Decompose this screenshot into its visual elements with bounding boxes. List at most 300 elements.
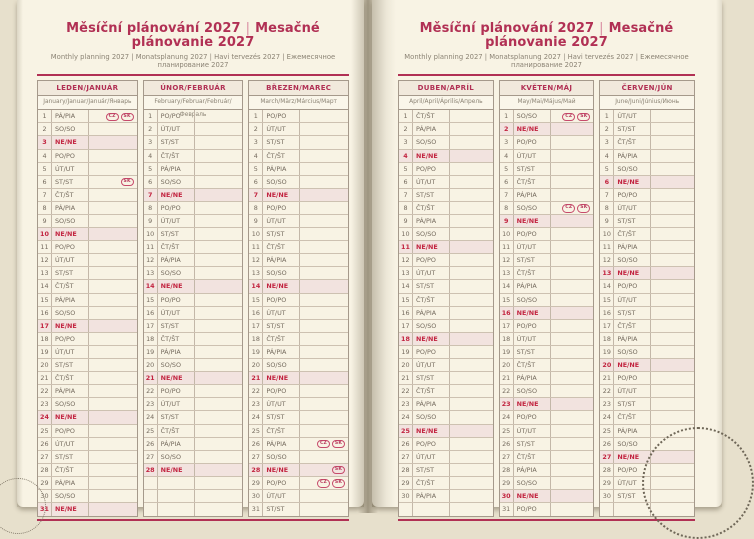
day-abbreviation: SO/SO — [614, 163, 651, 175]
day-number: 27 — [144, 451, 158, 463]
day-row — [249, 215, 348, 228]
day-abbreviation: ST/ST — [614, 490, 651, 502]
day-abbreviation: ÚT/UT — [52, 438, 89, 450]
day-number: 10 — [399, 228, 413, 240]
day-row — [399, 411, 493, 424]
month-body — [600, 110, 694, 516]
holiday-badge-sk: SK — [121, 178, 134, 186]
day-row — [144, 346, 243, 359]
notes-cell — [300, 110, 348, 122]
notes-cell — [89, 359, 137, 371]
notes-cell — [195, 254, 243, 266]
day-abbreviation: ÚT/UT — [614, 110, 651, 122]
day-number: 20 — [249, 359, 263, 371]
notes-cell — [89, 150, 137, 162]
day-number: 18 — [600, 333, 614, 345]
day-row — [144, 202, 243, 215]
notes-cell — [195, 189, 243, 201]
day-number: 10 — [38, 228, 52, 240]
day-number: 14 — [399, 280, 413, 292]
day-abbreviation: NE/NE — [614, 451, 651, 463]
notes-cell — [89, 346, 137, 358]
day-number: 16 — [249, 307, 263, 319]
day-number: 9 — [399, 215, 413, 227]
notes-cell — [651, 294, 694, 306]
day-row — [249, 503, 348, 516]
day-row — [500, 267, 594, 280]
notes-cell — [551, 477, 594, 489]
day-number: 23 — [600, 398, 614, 410]
day-row — [144, 176, 243, 189]
day-number — [144, 477, 158, 489]
notes-cell — [551, 202, 594, 214]
holiday-badge-sk: SK — [332, 479, 345, 487]
day-number: 1 — [500, 110, 514, 122]
day-number: 12 — [249, 254, 263, 266]
notes-cell — [551, 280, 594, 292]
notes-cell — [551, 189, 594, 201]
notes-cell — [300, 320, 348, 332]
day-abbreviation: PÁ/PIA — [413, 398, 450, 410]
day-row — [600, 346, 694, 359]
day-row — [38, 163, 137, 176]
day-abbreviation: NE/NE — [263, 372, 300, 384]
day-number: 29 — [38, 477, 52, 489]
day-number: 8 — [600, 202, 614, 214]
day-number: 2 — [144, 123, 158, 135]
notes-cell — [450, 150, 493, 162]
day-row — [38, 241, 137, 254]
month-languages: June/Juni/Június/Июнь — [600, 96, 694, 110]
notes-cell — [651, 372, 694, 384]
day-abbreviation: ÚT/UT — [263, 307, 300, 319]
day-row — [399, 150, 493, 163]
day-abbreviation: ČT/ŠT — [614, 228, 651, 240]
notes-cell — [551, 136, 594, 148]
month-table — [499, 80, 595, 517]
day-number: 29 — [249, 477, 263, 489]
notes-cell — [450, 320, 493, 332]
day-number: 25 — [500, 425, 514, 437]
day-row — [500, 280, 594, 293]
day-abbreviation: ÚT/UT — [158, 398, 195, 410]
day-number: 7 — [144, 189, 158, 201]
day-row — [500, 163, 594, 176]
day-abbreviation: PO/PO — [52, 241, 89, 253]
day-number: 5 — [600, 163, 614, 175]
notes-cell — [651, 451, 694, 463]
notes-cell — [300, 267, 348, 279]
day-abbreviation: PO/PO — [614, 372, 651, 384]
notes-cell — [551, 464, 594, 476]
day-abbreviation: ČT/ŠT — [52, 280, 89, 292]
day-row — [249, 320, 348, 333]
notes-cell — [195, 228, 243, 240]
day-number: 6 — [249, 176, 263, 188]
day-abbreviation: PÁ/PIA — [158, 346, 195, 358]
day-number: 15 — [500, 294, 514, 306]
day-abbreviation: PÁ/PIA — [514, 280, 551, 292]
day-row — [144, 241, 243, 254]
day-number: 24 — [600, 411, 614, 423]
notes-cell — [450, 438, 493, 450]
day-row — [399, 110, 493, 123]
notes-cell — [195, 346, 243, 358]
day-row — [500, 241, 594, 254]
day-row — [500, 398, 594, 411]
day-abbreviation — [158, 490, 195, 502]
day-row — [249, 359, 348, 372]
day-row — [38, 425, 137, 438]
day-row — [38, 202, 137, 215]
day-abbreviation: ST/ST — [158, 411, 195, 423]
notes-cell — [195, 136, 243, 148]
day-abbreviation: ČT/ŠT — [413, 385, 450, 397]
notes-cell — [450, 254, 493, 266]
day-abbreviation: NE/NE — [413, 150, 450, 162]
day-abbreviation: ST/ST — [263, 320, 300, 332]
footer-rule — [37, 519, 349, 521]
day-row — [399, 451, 493, 464]
month-body — [38, 110, 137, 516]
months-row — [398, 80, 695, 517]
day-abbreviation: ČT/ŠT — [614, 136, 651, 148]
day-row — [38, 294, 137, 307]
notes-cell — [651, 359, 694, 371]
day-row — [500, 451, 594, 464]
notes-cell — [450, 280, 493, 292]
day-row — [144, 307, 243, 320]
notes-cell — [89, 294, 137, 306]
day-number: 28 — [500, 464, 514, 476]
day-row — [600, 189, 694, 202]
notes-cell — [195, 123, 243, 135]
day-abbreviation: SO/SO — [52, 307, 89, 319]
day-number: 3 — [144, 136, 158, 148]
day-row — [399, 123, 493, 136]
day-row — [399, 189, 493, 202]
notes-cell — [651, 438, 694, 450]
day-number: 4 — [600, 150, 614, 162]
notes-cell — [651, 280, 694, 292]
holiday-badge-cz: CZ — [562, 113, 575, 121]
day-number: 14 — [144, 280, 158, 292]
day-row — [38, 490, 137, 503]
notes-cell — [551, 385, 594, 397]
day-row — [399, 241, 493, 254]
day-number: 30 — [38, 490, 52, 502]
day-abbreviation: PO/PO — [263, 477, 300, 489]
day-abbreviation: ÚT/UT — [413, 359, 450, 371]
day-row — [399, 464, 493, 477]
day-abbreviation: SO/SO — [263, 359, 300, 371]
notes-cell — [551, 503, 594, 516]
months-row — [37, 80, 349, 517]
day-row — [144, 215, 243, 228]
day-number: 20 — [500, 359, 514, 371]
day-row — [500, 307, 594, 320]
day-abbreviation: ST/ST — [614, 398, 651, 410]
month-languages: March/März/Március/Март — [249, 96, 348, 110]
day-abbreviation: NE/NE — [514, 398, 551, 410]
day-row — [249, 110, 348, 123]
day-number: 21 — [500, 372, 514, 384]
day-abbreviation: PO/PO — [263, 385, 300, 397]
day-number: 9 — [38, 215, 52, 227]
day-abbreviation: ČT/ŠT — [413, 477, 450, 489]
day-abbreviation: PÁ/PIA — [514, 372, 551, 384]
day-number: 6 — [500, 176, 514, 188]
day-abbreviation: PÁ/PIA — [263, 163, 300, 175]
notes-cell — [300, 411, 348, 423]
day-abbreviation: PO/PO — [413, 346, 450, 358]
notes-cell — [651, 267, 694, 279]
day-abbreviation: ÚT/UT — [158, 215, 195, 227]
day-abbreviation: ÚT/UT — [52, 163, 89, 175]
notes-cell — [551, 294, 594, 306]
day-row — [600, 215, 694, 228]
day-number: 3 — [500, 136, 514, 148]
day-row — [500, 254, 594, 267]
day-abbreviation: PO/PO — [158, 294, 195, 306]
day-row — [38, 503, 137, 516]
notes-cell — [300, 359, 348, 371]
day-row — [600, 490, 694, 503]
notes-cell — [300, 228, 348, 240]
day-number: 7 — [249, 189, 263, 201]
notes-cell — [551, 254, 594, 266]
notes-cell — [89, 123, 137, 135]
day-abbreviation — [158, 477, 195, 489]
day-number: 9 — [600, 215, 614, 227]
day-row — [600, 385, 694, 398]
day-row — [249, 280, 348, 293]
day-number: 18 — [500, 333, 514, 345]
day-number: 9 — [500, 215, 514, 227]
notes-cell — [450, 372, 493, 384]
notes-cell — [651, 123, 694, 135]
day-abbreviation: ČT/ŠT — [158, 150, 195, 162]
month-name: ÚNOR/FEBRUÁR — [144, 81, 243, 96]
notes-cell — [195, 372, 243, 384]
notes-cell — [300, 451, 348, 463]
day-number: 29 — [399, 477, 413, 489]
day-row — [399, 320, 493, 333]
day-number: 13 — [144, 267, 158, 279]
day-number: 1 — [144, 110, 158, 122]
notes-cell — [551, 451, 594, 463]
day-number: 25 — [38, 425, 52, 437]
day-row — [249, 163, 348, 176]
day-number: 15 — [144, 294, 158, 306]
day-abbreviation: SO/SO — [614, 254, 651, 266]
day-number: 26 — [600, 438, 614, 450]
day-number: 14 — [38, 280, 52, 292]
day-abbreviation: ČT/ŠT — [614, 411, 651, 423]
day-row — [144, 372, 243, 385]
day-number: 8 — [500, 202, 514, 214]
day-number: 8 — [38, 202, 52, 214]
day-row — [500, 228, 594, 241]
day-number: 19 — [249, 346, 263, 358]
holiday-badge-cz: CZ — [317, 479, 330, 487]
notes-cell — [551, 110, 594, 122]
notes-cell — [551, 411, 594, 423]
day-row — [600, 228, 694, 241]
notes-cell — [450, 333, 493, 345]
day-row — [600, 150, 694, 163]
day-number: 19 — [38, 346, 52, 358]
notes-cell — [651, 150, 694, 162]
day-abbreviation: NE/NE — [52, 136, 89, 148]
notes-cell — [195, 425, 243, 437]
day-row — [600, 176, 694, 189]
day-row — [600, 110, 694, 123]
day-row — [600, 438, 694, 451]
day-number: 6 — [399, 176, 413, 188]
day-row — [399, 228, 493, 241]
day-abbreviation: SO/SO — [514, 385, 551, 397]
day-number: 21 — [249, 372, 263, 384]
day-row — [249, 333, 348, 346]
day-row — [399, 267, 493, 280]
day-abbreviation: NE/NE — [514, 215, 551, 227]
notes-cell — [551, 307, 594, 319]
day-abbreviation: PO/PO — [514, 411, 551, 423]
day-abbreviation: ÚT/UT — [413, 451, 450, 463]
notes-cell — [450, 411, 493, 423]
day-abbreviation: PÁ/PIA — [614, 241, 651, 253]
day-row — [399, 307, 493, 320]
day-row — [249, 241, 348, 254]
notes-cell — [89, 280, 137, 292]
day-abbreviation: PO/PO — [52, 333, 89, 345]
day-number: 30 — [500, 490, 514, 502]
day-abbreviation: ST/ST — [413, 189, 450, 201]
day-row — [144, 280, 243, 293]
day-abbreviation: ST/ST — [413, 280, 450, 292]
notes-cell — [195, 241, 243, 253]
notes-cell — [89, 333, 137, 345]
day-number: 25 — [600, 425, 614, 437]
day-abbreviation: ST/ST — [514, 438, 551, 450]
notes-cell — [89, 241, 137, 253]
day-row — [38, 280, 137, 293]
day-abbreviation: PO/PO — [614, 189, 651, 201]
day-row — [38, 346, 137, 359]
notes-cell — [300, 372, 348, 384]
notes-cell — [195, 307, 243, 319]
day-row — [249, 477, 348, 490]
day-row — [500, 346, 594, 359]
notes-cell — [551, 228, 594, 240]
day-row — [249, 176, 348, 189]
day-number: 1 — [600, 110, 614, 122]
day-abbreviation: SO/SO — [514, 110, 551, 122]
notes-cell — [195, 438, 243, 450]
notes-cell — [89, 267, 137, 279]
day-number: 31 — [500, 503, 514, 516]
day-row — [600, 359, 694, 372]
day-number: 28 — [600, 464, 614, 476]
notes-cell — [450, 163, 493, 175]
title-separator: | — [245, 21, 251, 36]
day-abbreviation: SO/SO — [413, 136, 450, 148]
notes-cell — [89, 110, 137, 122]
day-abbreviation: PÁ/PIA — [52, 110, 89, 122]
day-abbreviation: ST/ST — [263, 411, 300, 423]
day-number — [144, 503, 158, 516]
day-abbreviation: PO/PO — [614, 464, 651, 476]
day-abbreviation: SO/SO — [614, 346, 651, 358]
day-abbreviation: PÁ/PIA — [52, 294, 89, 306]
day-abbreviation: PO/PO — [614, 280, 651, 292]
day-row — [600, 425, 694, 438]
notes-cell — [450, 294, 493, 306]
day-abbreviation: ÚT/UT — [52, 254, 89, 266]
day-number — [600, 503, 614, 516]
day-row — [38, 372, 137, 385]
day-row — [600, 241, 694, 254]
notes-cell — [450, 228, 493, 240]
day-abbreviation: NE/NE — [413, 241, 450, 253]
day-row — [500, 136, 594, 149]
notes-cell — [195, 333, 243, 345]
day-number: 6 — [600, 176, 614, 188]
notes-cell — [651, 254, 694, 266]
notes-cell — [89, 163, 137, 175]
day-abbreviation: ČT/ŠT — [263, 333, 300, 345]
day-abbreviation: PO/PO — [158, 202, 195, 214]
day-number: 2 — [38, 123, 52, 135]
page-title-czech: Měsíční plánování 2027 — [66, 21, 241, 36]
day-number: 10 — [249, 228, 263, 240]
day-abbreviation: PÁ/PIA — [263, 254, 300, 266]
day-abbreviation: ČT/ŠT — [413, 110, 450, 122]
day-row — [600, 372, 694, 385]
day-abbreviation: PO/PO — [514, 228, 551, 240]
notes-cell — [195, 294, 243, 306]
notes-cell — [195, 411, 243, 423]
day-number: 28 — [38, 464, 52, 476]
day-abbreviation: ČT/ŠT — [614, 320, 651, 332]
day-row — [399, 294, 493, 307]
header-rule — [37, 74, 349, 76]
notes-cell — [651, 320, 694, 332]
day-row — [399, 385, 493, 398]
day-number: 12 — [399, 254, 413, 266]
day-abbreviation: PÁ/PIA — [413, 490, 450, 502]
day-row — [500, 320, 594, 333]
day-number: 30 — [600, 490, 614, 502]
day-number: 7 — [399, 189, 413, 201]
month-body — [144, 110, 243, 516]
day-row — [249, 136, 348, 149]
day-number: 2 — [600, 123, 614, 135]
month-languages: February/Februar/Február/Февраль — [144, 96, 243, 110]
day-abbreviation: SO/SO — [158, 267, 195, 279]
notes-cell — [651, 477, 694, 489]
day-number: 13 — [249, 267, 263, 279]
day-row — [38, 254, 137, 267]
day-row — [600, 123, 694, 136]
holiday-badge-sk: SK — [332, 466, 345, 474]
day-row — [249, 254, 348, 267]
notes-cell — [89, 202, 137, 214]
day-row — [500, 385, 594, 398]
notes-cell — [651, 333, 694, 345]
notes-cell — [651, 241, 694, 253]
